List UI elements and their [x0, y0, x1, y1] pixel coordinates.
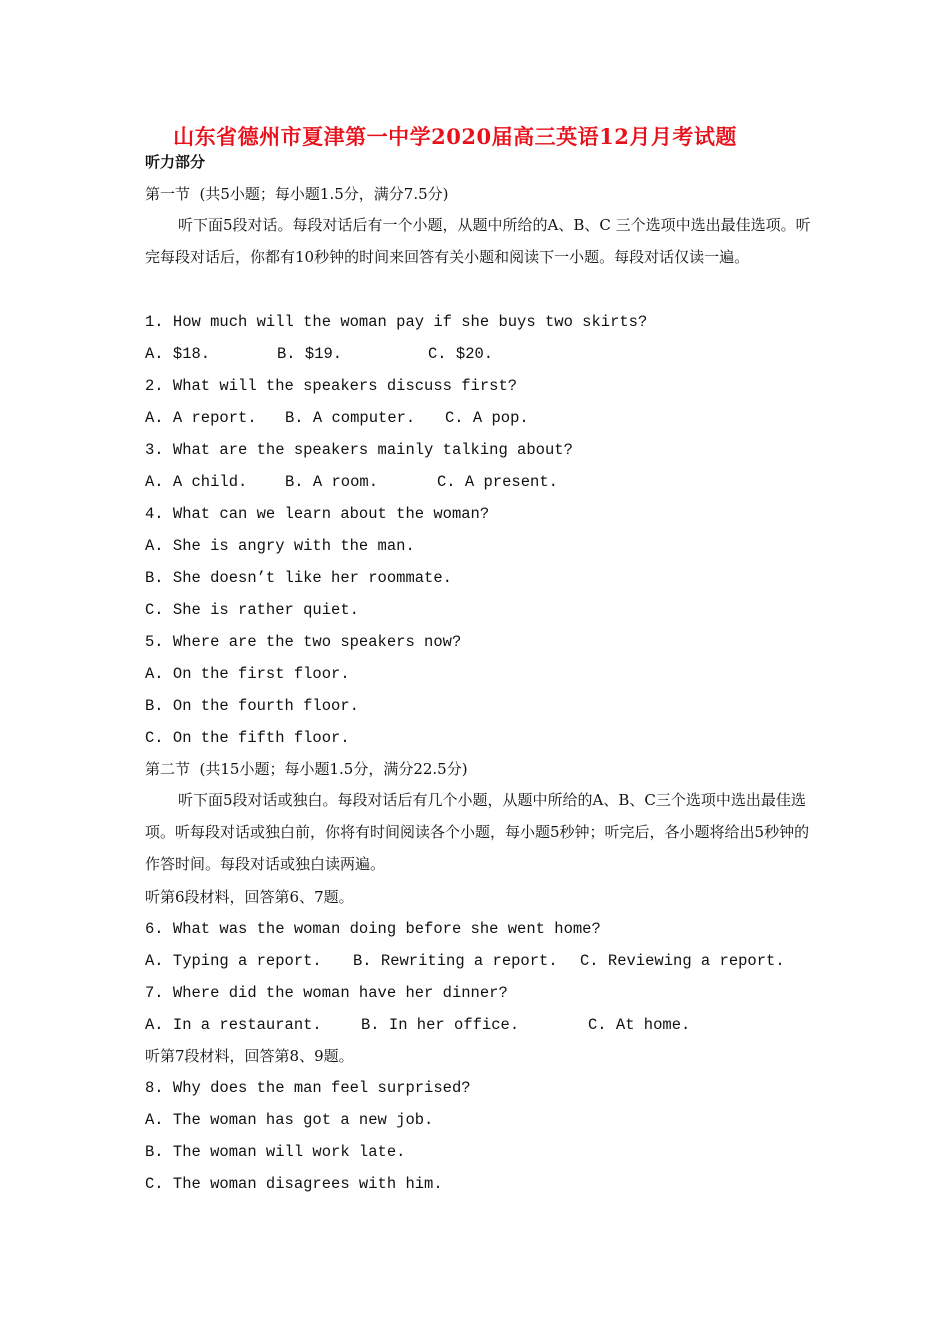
q2-option-b: B. A computer.: [285, 409, 416, 427]
q6-option-b: B. Rewriting a report.: [353, 952, 558, 970]
part1-instructions: 听下面5段对话。每段对话后有一个小题，从题中所给的A、B、C 三个选项中选出最佳选项。听完每段对话后，你都有10秒钟的时间来回答有关小题和阅读下一小题。每段对话仅读一遍。: [145, 216, 811, 266]
q2-option-c: C. A pop.: [445, 409, 529, 427]
q8-option-b: B. The woman will work late.: [145, 1143, 406, 1161]
question-2: 2. What will the speakers discuss first?: [145, 377, 518, 395]
question-5: 5. Where are the two speakers now?: [145, 633, 462, 651]
q4-option-c: C. She is rather quiet.: [145, 601, 359, 619]
document-title: 山东省德州市夏津第一中学2020届高三英语12月月考试题: [173, 124, 737, 149]
q2-option-a: A. A report.: [145, 409, 257, 427]
q3-option-c: C. A present.: [437, 473, 558, 491]
part2-instructions: 听下面5段对话或独白。每段对话后有几个小题，从题中所给的A、B、C三个选项中选出最佳选项。听每段对话或独白前，你将有时间阅读各个小题，每小题5秒钟；听完后，各小题将给出5秒钟的作答时间。每段对话或独白读两遍。: [145, 791, 810, 873]
material-6-heading: 听第6段材料，回答第6、7题。: [145, 888, 354, 906]
q7-option-a: A. In a restaurant.: [145, 1016, 322, 1034]
question-8: 8. Why does the man feel surprised?: [145, 1079, 471, 1097]
q5-option-b: B. On the fourth floor.: [145, 697, 359, 715]
q3-option-a: A. A child.: [145, 473, 248, 491]
q1-option-c: C. $20.: [428, 345, 494, 363]
question-4: 4. What can we learn about the woman?: [145, 505, 490, 523]
q5-option-c: C. On the fifth floor.: [145, 729, 350, 747]
q8-option-a: A. The woman has got a new job.: [145, 1111, 434, 1129]
q7-option-b: B. In her office.: [361, 1016, 520, 1034]
q4-option-a: A. She is angry with the man.: [145, 537, 415, 555]
material-7-heading: 听第7段材料，回答第8、9题。: [145, 1047, 354, 1065]
question-1: 1. How much will the woman pay if she buys two skirts?: [145, 313, 648, 331]
question-3: 3. What are the speakers mainly talking about?: [145, 441, 573, 459]
q1-option-a: A. $18.: [145, 345, 211, 363]
part1-header: 第一节 (共5小题；每小题1.5分，满分7.5分): [145, 185, 449, 203]
part2-header: 第二节 (共15小题；每小题1.5分，满分22.5分): [145, 760, 468, 778]
q6-option-c: C. Reviewing a report.: [580, 952, 785, 970]
q5-option-a: A. On the first floor.: [145, 665, 350, 683]
q4-option-b: B. She doesn’t like her roommate.: [145, 569, 452, 587]
q1-option-b: B. $19.: [277, 345, 343, 363]
section-heading: 听力部分: [145, 153, 206, 171]
question-6: 6. What was the woman doing before she went home?: [145, 920, 601, 938]
q7-option-c: C. At home.: [588, 1016, 691, 1034]
q8-option-c: C. The woman disagrees with him.: [145, 1175, 443, 1193]
q6-option-a: A. Typing a report.: [145, 952, 322, 970]
question-7: 7. Where did the woman have her dinner?: [145, 984, 508, 1002]
q3-option-b: B. A room.: [285, 473, 379, 491]
